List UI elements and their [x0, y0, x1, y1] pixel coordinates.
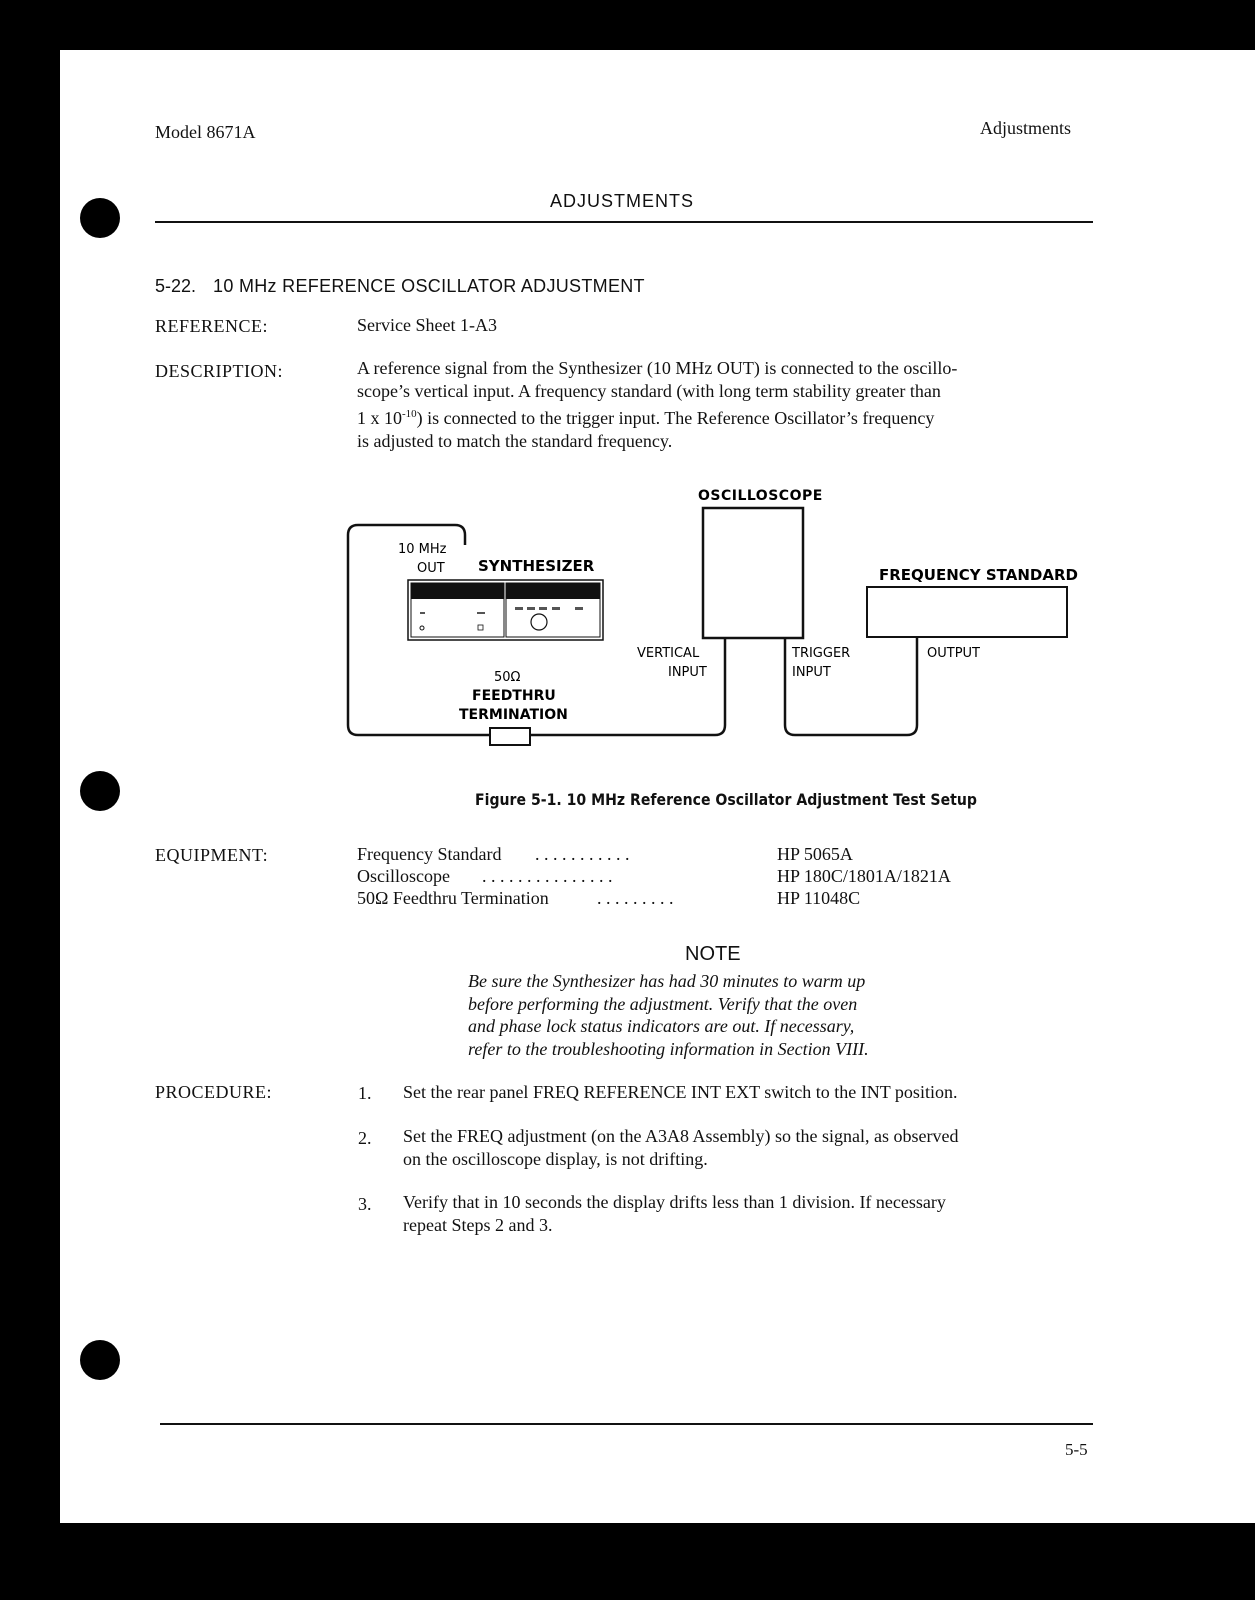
equipment-model: HP 180C/1801A/1821A: [777, 866, 951, 886]
note-line: refer to the troubleshooting information in Section VIII.: [468, 1038, 869, 1059]
reference-value: Service Sheet 1-A3: [357, 315, 497, 335]
label-10mhz: 10 MHz: [398, 542, 447, 557]
equipment-name: Frequency Standard: [357, 844, 502, 864]
equipment-dots: . . . . . . . . .: [597, 888, 674, 908]
binder-hole-bottom: [80, 1340, 120, 1380]
step-number: 3.: [358, 1194, 372, 1214]
page-title: ADJUSTMENTS: [550, 191, 695, 211]
equipment-model: HP 11048C: [777, 888, 861, 908]
note-line: Be sure the Synthesizer has had 30 minutes to warm up: [468, 971, 866, 991]
frequency-standard-box: [867, 587, 1067, 637]
label-50-ohm: 50Ω: [494, 670, 521, 685]
section-heading: [155, 276, 645, 297]
description-line: A reference signal from the Synthesizer (10 MHz OUT) is connected to the oscillo-: [357, 358, 958, 378]
section-title: 10 MHz REFERENCE OSCILLATOR ADJUSTMENT: [213, 276, 645, 296]
footer-rule: [160, 1423, 1093, 1425]
description-label: DESCRIPTION:: [155, 361, 284, 381]
equipment-row: [357, 843, 853, 865]
label-synthesizer: SYNTHESIZER: [478, 557, 595, 575]
header-model: Model 8671A: [155, 122, 256, 142]
step-text: Set the rear panel FREQ REFERENCE INT EXT switch to the INT position.: [403, 1082, 958, 1102]
feedthru-termination-icon: [490, 728, 530, 745]
step-text: Set the FREQ adjustment (on the A3A8 Assembly) so the signal, as observed on the oscilloscope display, is not drifting.: [403, 1126, 959, 1169]
equipment-row: [357, 865, 951, 887]
label-feedthru: FEEDTHRU: [472, 688, 556, 704]
exponent: -10: [402, 408, 417, 420]
label-vertical-input: INPUT: [668, 665, 707, 680]
binder-hole-top: [80, 198, 120, 238]
binder-hole-middle: [80, 771, 120, 811]
equipment-list: [357, 843, 951, 909]
equipment-row: [357, 887, 861, 909]
label-frequency-standard: FREQUENCY STANDARD: [879, 566, 1078, 584]
label-oscilloscope: OSCILLOSCOPE: [698, 488, 823, 504]
header-section: Adjustments: [980, 118, 1072, 138]
section-number: 5-22.: [155, 276, 197, 296]
step-text: Verify that in 10 seconds the display drifts less than 1 division. If necessary repeat Steps 2 and 3.: [403, 1192, 946, 1235]
oscilloscope-box: [703, 508, 803, 638]
equipment-dots: . . . . . . . . . . .: [535, 844, 630, 864]
note-heading: NOTE: [685, 943, 741, 965]
equipment-model: HP 5065A: [777, 844, 853, 864]
description-line: is adjusted to match the standard frequency.: [357, 431, 673, 451]
label-trigger: TRIGGER: [792, 646, 851, 661]
page-number: 5-5: [1065, 1440, 1088, 1459]
description-line: scope’s vertical input. A frequency standard (with long term stability greater than: [357, 381, 941, 401]
label-vertical: VERTICAL: [637, 646, 700, 661]
label-trigger-input: INPUT: [792, 665, 831, 680]
title-rule: [155, 221, 1093, 223]
equipment-name: Oscilloscope: [357, 866, 450, 886]
test-setup-diagram: [330, 480, 1100, 770]
note-line: and phase lock status indicators are out. If necessary,: [468, 1016, 855, 1036]
figure-caption: Figure 5-1. 10 MHz Reference Oscillator Adjustment Test Setup: [475, 790, 977, 809]
equipment-dots: . . . . . . . . . . . . . . .: [482, 866, 613, 886]
note-line: before performing the adjustment. Verify that the oven: [468, 993, 858, 1014]
label-out: OUT: [417, 561, 445, 576]
equipment-name: 50Ω Feedthru Termination: [357, 888, 549, 908]
note-text: [468, 970, 869, 1060]
procedure-label: PROCEDURE:: [155, 1082, 273, 1102]
label-output: OUTPUT: [927, 646, 980, 661]
step-number: 2.: [358, 1128, 372, 1148]
equipment-label: EQUIPMENT:: [155, 845, 269, 865]
label-termination: TERMINATION: [459, 707, 568, 723]
document-page: [60, 50, 1255, 1523]
description-text: [357, 357, 1087, 453]
description-line: 1 x $10^{-10}$) is connected to the trigger input. The Reference Oscillator’s frequency: [357, 408, 935, 428]
reference-label: REFERENCE:: [155, 316, 269, 336]
step-number: 1.: [358, 1083, 372, 1103]
